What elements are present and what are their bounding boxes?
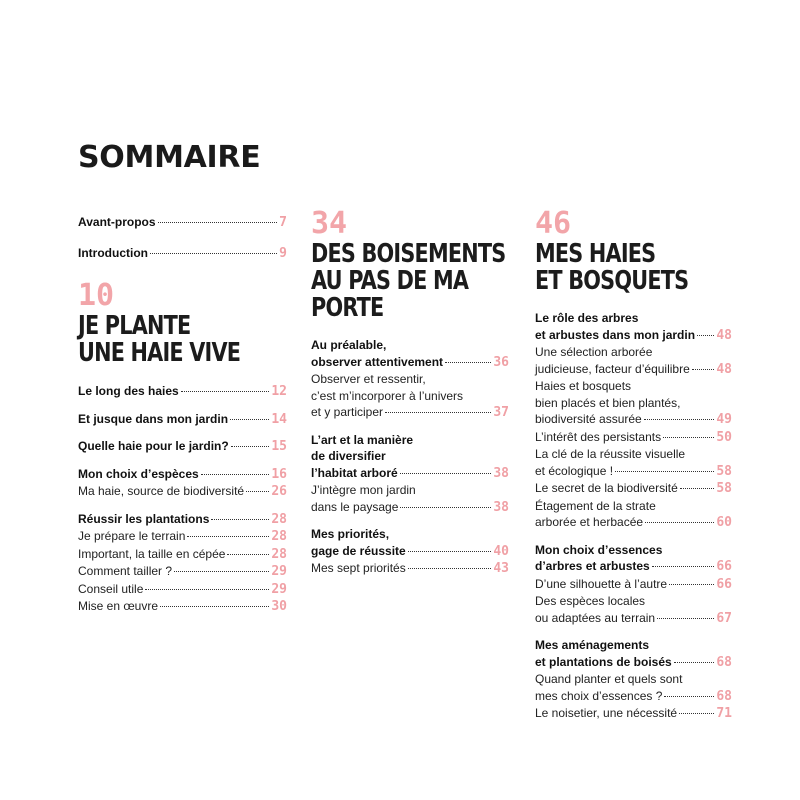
page-number: 60 bbox=[716, 515, 732, 530]
page-number: 9 bbox=[279, 245, 287, 261]
leader-dots bbox=[664, 696, 714, 697]
toc-entry[interactable] bbox=[535, 637, 732, 671]
toc-entry[interactable] bbox=[535, 542, 732, 576]
toc-entry-label: Réussir les plantations bbox=[78, 511, 210, 526]
toc-entry-label: c’est m’incorporer à l’univers bbox=[311, 388, 464, 403]
toc-entry-label: et écologique ! bbox=[535, 463, 614, 478]
toc-entry[interactable] bbox=[78, 466, 287, 484]
chapter-title bbox=[311, 241, 509, 322]
leader-dots bbox=[385, 412, 491, 413]
toc-entry-label: judicieuse, facteur d’équilibre bbox=[535, 361, 690, 376]
toc-entry-label: Mes priorités, bbox=[311, 527, 390, 541]
toc-subentry[interactable] bbox=[311, 560, 509, 578]
toc-entry-label: Comment tailler ? bbox=[78, 564, 173, 578]
leader-dots bbox=[644, 419, 715, 420]
leader-dots bbox=[697, 335, 714, 336]
toc-entry-label: Observer et ressentir, bbox=[311, 372, 426, 386]
leader-dots bbox=[145, 589, 269, 590]
toc-entry-label: Important, la taille en cépée bbox=[78, 546, 226, 561]
page-number: 28 bbox=[271, 529, 287, 544]
page-title: SOMMAIRE bbox=[78, 140, 261, 175]
page-number: 26 bbox=[271, 484, 287, 499]
page-number: 37 bbox=[493, 405, 509, 420]
chapter-title-line: PORTE bbox=[311, 293, 384, 323]
page-number: 67 bbox=[716, 610, 732, 626]
leader-dots bbox=[657, 618, 714, 619]
toc-entry-label: Le long des haies bbox=[78, 384, 179, 398]
toc-entry-label: Avant-propos bbox=[78, 215, 156, 229]
page-number: 7 bbox=[279, 215, 287, 230]
toc-subentry[interactable] bbox=[535, 593, 732, 627]
leader-dots bbox=[246, 491, 269, 492]
page-number: 16 bbox=[271, 466, 287, 482]
toc-entry-introduction[interactable] bbox=[78, 245, 287, 263]
page-number: 66 bbox=[716, 576, 732, 592]
page-number: 71 bbox=[716, 706, 732, 721]
toc-entry[interactable] bbox=[78, 511, 287, 529]
toc-entry-label: Au préalable, bbox=[311, 338, 387, 352]
toc-entry-label: Étagement de la strate bbox=[535, 498, 656, 513]
toc-entry-label: Quand planter et quels sont bbox=[535, 672, 683, 686]
toc-entry-label: L’art et la manière bbox=[311, 432, 414, 447]
page-number: 58 bbox=[716, 481, 732, 496]
leader-dots bbox=[652, 566, 715, 567]
leader-dots bbox=[445, 362, 491, 363]
toc-subentry[interactable] bbox=[78, 581, 287, 599]
toc-entry-label: mes choix d’essences ? bbox=[535, 688, 663, 703]
toc-entry-label: et arbustes dans mon jardin bbox=[535, 327, 696, 342]
toc-entry-label: La clé de la réussite visuelle bbox=[535, 447, 686, 461]
toc-entry-label: biodiversité assurée bbox=[535, 412, 642, 426]
toc-column-2 bbox=[311, 206, 509, 578]
page-number: 12 bbox=[271, 384, 287, 399]
toc-entry-label: bien placés et bien plantés, bbox=[535, 395, 681, 410]
leader-dots bbox=[201, 474, 270, 475]
toc-subentry[interactable] bbox=[78, 563, 287, 581]
page-number: 66 bbox=[716, 559, 732, 574]
chapter-title bbox=[535, 241, 732, 295]
leader-dots bbox=[692, 369, 715, 370]
toc-subentry[interactable] bbox=[535, 498, 732, 532]
leader-dots bbox=[150, 253, 277, 254]
chapter-title-line: DES BOISEMENTS bbox=[311, 239, 506, 269]
toc-subentry[interactable] bbox=[78, 528, 287, 546]
toc-entry-label: Et jusque dans mon jardin bbox=[78, 411, 229, 426]
page-number: 29 bbox=[271, 581, 287, 597]
toc-entry-label: Le noisetier, une nécessité bbox=[535, 706, 678, 720]
page-number: 40 bbox=[493, 543, 509, 559]
chapter-title-line: UNE HAIE VIVE bbox=[78, 338, 241, 368]
toc-entry-label: observer attentivement bbox=[311, 354, 444, 369]
toc-entry-label: l’habitat arboré bbox=[311, 465, 398, 480]
page-number: 50 bbox=[716, 429, 732, 445]
page-number: 28 bbox=[271, 546, 287, 562]
chapter-title-line: MES HAIES bbox=[535, 239, 656, 269]
toc-entry-label: Des espèces locales bbox=[535, 594, 646, 608]
toc-column-3 bbox=[535, 206, 732, 723]
toc-entry-label: Conseil utile bbox=[78, 581, 144, 596]
toc-subentry[interactable] bbox=[535, 705, 732, 723]
toc-column-1 bbox=[78, 210, 287, 616]
leader-dots bbox=[174, 571, 269, 572]
toc-entry-label: et y participer bbox=[311, 405, 384, 419]
toc-entry-label: dans le paysage bbox=[311, 499, 399, 514]
toc-subentry[interactable] bbox=[311, 482, 509, 516]
page-number: 38 bbox=[493, 499, 509, 515]
toc-entry-label: Mes aménagements bbox=[535, 638, 650, 652]
page-number: 68 bbox=[716, 688, 732, 704]
leader-dots bbox=[680, 488, 715, 489]
toc-entry-label: de diversifier bbox=[311, 449, 386, 463]
toc-entry-label: D’une silhouette à l’autre bbox=[535, 576, 668, 591]
leader-dots bbox=[160, 606, 269, 607]
toc-subentry[interactable] bbox=[535, 378, 732, 429]
toc-subentry[interactable] bbox=[535, 344, 732, 378]
leader-dots bbox=[615, 471, 714, 472]
toc-subentry[interactable] bbox=[311, 371, 509, 422]
leader-dots bbox=[663, 437, 714, 438]
toc-entry-avant-propos[interactable] bbox=[78, 214, 287, 232]
page-number: 38 bbox=[493, 465, 509, 481]
toc-entry[interactable] bbox=[311, 526, 509, 560]
toc-entry[interactable] bbox=[78, 383, 287, 401]
leader-dots bbox=[645, 522, 714, 523]
toc-entry[interactable] bbox=[535, 310, 732, 344]
page-number: 15 bbox=[271, 439, 287, 454]
chapter-number: 46 bbox=[535, 206, 572, 241]
page-number: 29 bbox=[271, 564, 287, 579]
leader-dots bbox=[230, 419, 269, 420]
toc-entry-label: Je prépare le terrain bbox=[78, 529, 186, 543]
leader-dots bbox=[669, 584, 714, 585]
page-number: 58 bbox=[716, 463, 732, 479]
toc-entry-label: Mon choix d’essences bbox=[535, 542, 663, 557]
toc-entry-label: Le secret de la biodiversité bbox=[535, 481, 678, 495]
toc-entry-label: J’intègre mon jardin bbox=[311, 483, 416, 497]
page-number: 36 bbox=[493, 354, 509, 370]
chapter-title bbox=[78, 313, 287, 367]
page-number: 68 bbox=[716, 654, 732, 670]
leader-dots bbox=[408, 568, 492, 569]
page-number: 48 bbox=[716, 361, 732, 377]
toc-entry-label: Introduction bbox=[78, 245, 148, 260]
leader-dots bbox=[674, 662, 715, 663]
toc-subentry[interactable] bbox=[535, 446, 732, 480]
toc-subentry[interactable] bbox=[78, 598, 287, 616]
page-number: 48 bbox=[716, 327, 732, 343]
leader-dots bbox=[679, 713, 714, 714]
chapter-number: 34 bbox=[311, 206, 348, 241]
page-number: 49 bbox=[716, 412, 732, 427]
page-number: 43 bbox=[493, 561, 509, 576]
toc-entry[interactable] bbox=[78, 438, 287, 456]
toc-entry-label: Mes sept priorités bbox=[311, 561, 406, 575]
toc-subentry[interactable] bbox=[78, 483, 287, 501]
toc-entry-label: d’arbres et arbustes bbox=[535, 559, 650, 573]
toc-entry-label: L’intérêt des persistants bbox=[535, 429, 662, 444]
toc-entry-label: et plantations de boisés bbox=[535, 654, 672, 669]
chapter-title-line: AU PAS DE MA bbox=[311, 266, 469, 296]
toc-entry-label: Mon choix d’espèces bbox=[78, 466, 199, 481]
toc-entry-label: gage de réussite bbox=[311, 543, 406, 558]
toc-entry-label: Quelle haie pour le jardin? bbox=[78, 439, 229, 453]
toc-entry-label: Le rôle des arbres bbox=[535, 311, 639, 325]
leader-dots bbox=[408, 551, 492, 552]
toc-subentry[interactable] bbox=[535, 671, 732, 705]
toc-entry-label: Une sélection arborée bbox=[535, 345, 653, 359]
page-number: 14 bbox=[271, 411, 287, 427]
toc-subentry[interactable] bbox=[535, 429, 732, 447]
toc-entry-label: Mise en œuvre bbox=[78, 599, 159, 613]
toc-entry-label: Ma haie, source de biodiversité bbox=[78, 484, 245, 498]
leader-dots bbox=[400, 507, 491, 508]
toc-subentry[interactable] bbox=[78, 546, 287, 564]
toc-entry-label: arborée et herbacée bbox=[535, 515, 644, 529]
chapter-title-line: ET BOSQUETS bbox=[535, 266, 689, 296]
toc-subentry[interactable] bbox=[535, 480, 732, 498]
leader-dots bbox=[181, 391, 270, 392]
toc-entry-label: Haies et bosquets bbox=[535, 379, 632, 393]
leader-dots bbox=[400, 473, 492, 474]
chapter-number: 10 bbox=[78, 278, 115, 313]
toc-entry[interactable] bbox=[311, 337, 509, 371]
toc-subentry[interactable] bbox=[535, 576, 732, 594]
chapter-title-line: JE PLANTE bbox=[78, 311, 191, 341]
leader-dots bbox=[227, 554, 269, 555]
toc-entry[interactable] bbox=[311, 432, 509, 483]
toc-entry-label: ou adaptées au terrain bbox=[535, 610, 656, 625]
page-number: 30 bbox=[271, 599, 287, 614]
leader-dots bbox=[211, 519, 269, 520]
leader-dots bbox=[231, 446, 270, 447]
page-number: 28 bbox=[271, 511, 287, 527]
toc-entry[interactable] bbox=[78, 411, 287, 429]
leader-dots bbox=[187, 536, 269, 537]
leader-dots bbox=[158, 222, 278, 223]
